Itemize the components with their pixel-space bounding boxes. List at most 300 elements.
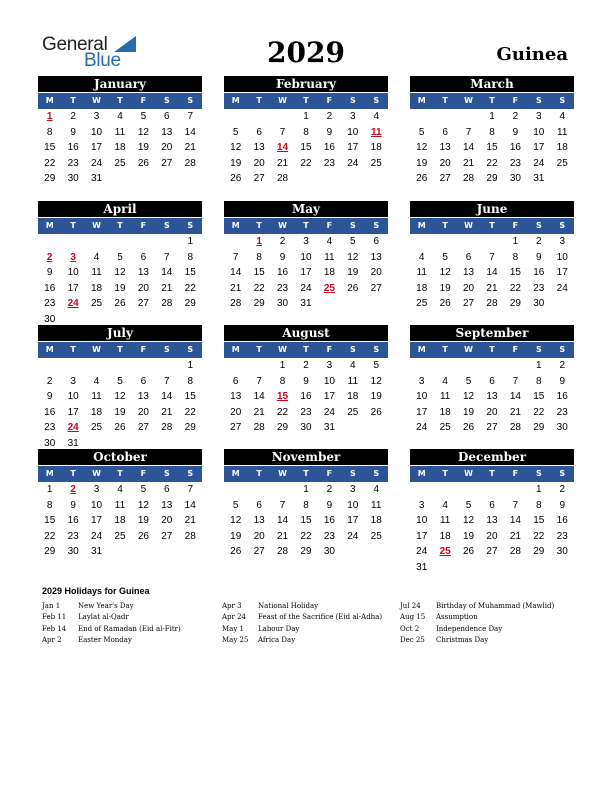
day-cell: 19 bbox=[347, 267, 359, 279]
day-cell: 2 bbox=[326, 484, 333, 495]
day-cell: 10 bbox=[67, 267, 79, 279]
weekday-header bbox=[224, 342, 388, 358]
holiday-date: Jan 1 bbox=[42, 602, 61, 610]
day-cell bbox=[480, 234, 503, 250]
day-cell: 3 bbox=[303, 236, 309, 247]
day-cell bbox=[457, 109, 480, 125]
day-cell: 6 bbox=[256, 499, 262, 511]
weekday-label: F bbox=[512, 221, 519, 230]
week-row bbox=[410, 498, 574, 514]
weekday-label: M bbox=[417, 345, 426, 354]
day-cell: 20 bbox=[161, 515, 173, 527]
day-cell: 1 bbox=[536, 360, 542, 371]
day-cell: 21 bbox=[184, 515, 196, 527]
day-cell bbox=[341, 420, 364, 436]
weekday-label: F bbox=[140, 221, 147, 230]
week-row bbox=[38, 389, 202, 405]
day-cell: 2 bbox=[536, 236, 542, 247]
day-cell bbox=[155, 171, 178, 187]
day-cell: 1 bbox=[512, 236, 519, 247]
week-row bbox=[38, 498, 202, 514]
weekday-label: T bbox=[303, 96, 309, 105]
day-cell: 15 bbox=[184, 267, 196, 279]
week-row bbox=[224, 529, 388, 545]
holiday-row bbox=[400, 612, 554, 623]
day-cell: 10 bbox=[347, 126, 359, 138]
holiday-name: Africa Day bbox=[258, 635, 296, 644]
weekday-label: S bbox=[373, 221, 380, 230]
weekday-label: F bbox=[326, 221, 333, 230]
day-cell: 3 bbox=[93, 111, 100, 122]
day-cell: 7 bbox=[279, 126, 286, 138]
day-cell: 14 bbox=[253, 391, 265, 403]
weekday-label: M bbox=[45, 345, 54, 354]
day-cell: 2 bbox=[559, 360, 566, 371]
day-cell: 13 bbox=[486, 515, 498, 527]
day-cell: 24 bbox=[323, 406, 335, 418]
day-cell: 19 bbox=[462, 530, 475, 542]
weekday-label: T bbox=[303, 345, 309, 354]
day-cell: 24 bbox=[533, 157, 545, 169]
day-cell bbox=[410, 482, 433, 498]
day-cell: 29 bbox=[184, 298, 196, 310]
day-cell: 19 bbox=[439, 282, 451, 294]
day-cell bbox=[457, 482, 480, 498]
week-row bbox=[410, 374, 574, 390]
day-cell bbox=[132, 234, 155, 250]
day-cell: 4 bbox=[326, 236, 333, 247]
day-cell: 5 bbox=[442, 251, 448, 263]
week-row bbox=[410, 109, 574, 125]
day-cell: 2 bbox=[70, 111, 76, 122]
weekday-label: S bbox=[535, 221, 542, 230]
day-cell: 5 bbox=[465, 375, 472, 387]
week-row bbox=[38, 281, 202, 297]
day-cell: 26 bbox=[462, 422, 475, 434]
day-cell: 11 bbox=[416, 267, 427, 279]
day-cell: 27 bbox=[161, 530, 173, 542]
weekday-label: T bbox=[256, 221, 262, 230]
day-cell: 26 bbox=[439, 298, 451, 310]
day-cell: 19 bbox=[230, 157, 242, 169]
day-cell: 21 bbox=[253, 406, 265, 418]
weekday-label: S bbox=[187, 345, 194, 354]
month-name: July bbox=[38, 325, 202, 341]
day-cell: 19 bbox=[137, 142, 149, 154]
weekday-label: S bbox=[163, 345, 170, 354]
weekday-label: T bbox=[117, 221, 123, 230]
day-cell: 23 bbox=[276, 282, 289, 294]
week-row bbox=[224, 171, 388, 187]
day-cell: 8 bbox=[46, 499, 53, 511]
day-cell: 28 bbox=[184, 530, 196, 542]
day-cell: 28 bbox=[184, 157, 196, 169]
day-cell: 21 bbox=[184, 142, 196, 154]
country-name: Guinea bbox=[496, 44, 568, 65]
month-name: May bbox=[224, 201, 388, 217]
day-cell: 17 bbox=[347, 515, 359, 527]
weekday-label: W bbox=[92, 221, 101, 230]
holiday-day-cell: 3 bbox=[70, 251, 76, 263]
month-block bbox=[410, 325, 574, 436]
day-cell: 15 bbox=[533, 515, 545, 527]
holiday-row bbox=[42, 635, 181, 646]
weekday-label: W bbox=[464, 96, 473, 105]
day-cell: 10 bbox=[556, 251, 568, 263]
day-cell: 23 bbox=[533, 282, 545, 294]
day-cell bbox=[551, 560, 574, 576]
day-cell: 12 bbox=[230, 142, 242, 154]
day-cell: 16 bbox=[44, 406, 56, 418]
day-cell: 2 bbox=[46, 375, 53, 387]
day-cell bbox=[365, 420, 388, 436]
week-row bbox=[410, 389, 574, 405]
day-cell: 28 bbox=[462, 173, 475, 185]
day-cell: 26 bbox=[370, 406, 382, 418]
day-cell: 15 bbox=[253, 267, 265, 279]
weekday-header bbox=[38, 342, 202, 358]
day-cell: 18 bbox=[323, 267, 335, 279]
day-cell: 17 bbox=[347, 142, 359, 154]
day-cell: 1 bbox=[46, 484, 53, 495]
day-cell: 4 bbox=[442, 375, 448, 387]
day-cell: 16 bbox=[509, 142, 521, 154]
day-cell: 27 bbox=[486, 422, 498, 434]
day-cell: 15 bbox=[300, 515, 312, 527]
week-row bbox=[224, 498, 388, 514]
day-cell: 8 bbox=[536, 375, 542, 387]
day-cell bbox=[108, 234, 131, 250]
holiday-date: Feb 11 bbox=[42, 613, 67, 622]
day-cell: 23 bbox=[556, 530, 568, 542]
weekday-header bbox=[224, 93, 388, 109]
day-cell bbox=[155, 358, 178, 374]
day-cell: 3 bbox=[326, 360, 333, 371]
weekday-label: S bbox=[535, 469, 542, 478]
day-cell: 13 bbox=[486, 391, 498, 403]
day-cell: 16 bbox=[300, 391, 312, 403]
holiday-day-cell: 2 bbox=[70, 484, 76, 495]
holiday-date: Aug 15 bbox=[400, 613, 426, 622]
weekday-label: S bbox=[163, 96, 170, 105]
week-row bbox=[224, 374, 388, 390]
day-cell bbox=[551, 171, 574, 187]
week-row bbox=[224, 234, 388, 250]
holiday-day-cell: 1 bbox=[46, 111, 53, 122]
day-cell: 22 bbox=[300, 530, 312, 542]
day-cell: 12 bbox=[230, 515, 242, 527]
day-cell: 7 bbox=[279, 499, 286, 511]
month-block bbox=[38, 325, 202, 452]
day-cell: 17 bbox=[556, 267, 568, 279]
weekday-label: W bbox=[92, 96, 101, 105]
day-cell: 4 bbox=[117, 111, 123, 122]
day-cell: 16 bbox=[276, 267, 289, 279]
weekday-label: F bbox=[512, 345, 519, 354]
day-cell: 21 bbox=[230, 282, 242, 294]
logo-text-general: General bbox=[42, 34, 108, 55]
day-cell: 29 bbox=[184, 422, 196, 434]
day-cell: 20 bbox=[253, 157, 265, 169]
day-cell bbox=[224, 234, 247, 250]
day-cell: 18 bbox=[556, 142, 568, 154]
day-cell: 26 bbox=[230, 546, 242, 558]
day-cell: 3 bbox=[350, 111, 356, 122]
day-cell bbox=[108, 358, 131, 374]
day-cell: 1 bbox=[303, 111, 309, 122]
day-cell: 4 bbox=[418, 251, 425, 263]
day-cell: 2 bbox=[303, 360, 309, 371]
day-cell: 15 bbox=[44, 515, 56, 527]
week-row bbox=[410, 529, 574, 545]
day-cell: 20 bbox=[486, 530, 498, 542]
day-cell: 1 bbox=[187, 360, 194, 371]
day-cell: 8 bbox=[187, 251, 194, 263]
day-cell: 2 bbox=[559, 484, 566, 495]
weekday-label: S bbox=[349, 469, 356, 478]
day-cell: 16 bbox=[556, 515, 568, 527]
week-row bbox=[224, 544, 388, 560]
day-cell bbox=[271, 482, 294, 498]
day-cell: 27 bbox=[137, 298, 149, 310]
day-cell: 10 bbox=[533, 126, 545, 138]
day-cell: 14 bbox=[276, 515, 289, 527]
holiday-name: Labour Day bbox=[258, 624, 300, 633]
day-cell: 19 bbox=[462, 406, 475, 418]
day-cell: 19 bbox=[114, 406, 126, 418]
day-cell: 20 bbox=[462, 282, 475, 294]
day-cell: 11 bbox=[114, 126, 126, 138]
day-cell: 25 bbox=[347, 406, 359, 418]
day-cell: 7 bbox=[164, 375, 170, 387]
weekday-header bbox=[410, 218, 574, 234]
day-cell: 6 bbox=[140, 251, 147, 263]
week-row bbox=[410, 405, 574, 421]
weekday-label: T bbox=[117, 96, 123, 105]
day-cell bbox=[132, 358, 155, 374]
day-cell: 5 bbox=[117, 251, 123, 263]
day-cell bbox=[410, 109, 433, 125]
week-row bbox=[38, 513, 202, 529]
day-cell: 4 bbox=[559, 111, 566, 122]
day-cell: 1 bbox=[279, 360, 286, 371]
weekday-label: F bbox=[512, 469, 519, 478]
holiday-row bbox=[400, 601, 554, 612]
day-cell: 23 bbox=[67, 530, 79, 542]
day-cell: 28 bbox=[276, 173, 289, 185]
day-cell: 30 bbox=[556, 422, 568, 434]
day-cell: 12 bbox=[347, 251, 359, 263]
weekday-label: W bbox=[278, 96, 287, 105]
week-row bbox=[410, 234, 574, 250]
day-cell: 1 bbox=[489, 111, 495, 122]
day-cell bbox=[433, 234, 456, 250]
day-cell: 2 bbox=[326, 111, 333, 122]
day-cell: 12 bbox=[462, 515, 475, 527]
day-cell bbox=[108, 171, 131, 187]
day-cell: 11 bbox=[347, 375, 359, 387]
day-cell: 25 bbox=[370, 157, 382, 169]
week-row bbox=[224, 296, 388, 312]
day-cell: 7 bbox=[164, 251, 170, 263]
day-cell: 16 bbox=[533, 267, 545, 279]
week-row bbox=[38, 140, 202, 156]
month-name: January bbox=[38, 76, 202, 92]
day-cell: 6 bbox=[373, 236, 380, 247]
week-row bbox=[224, 281, 388, 297]
day-cell: 22 bbox=[533, 530, 545, 542]
holiday-column bbox=[222, 601, 382, 646]
day-cell: 17 bbox=[416, 406, 428, 418]
day-cell: 18 bbox=[439, 406, 451, 418]
day-cell: 17 bbox=[67, 282, 79, 294]
weekday-label: S bbox=[559, 469, 566, 478]
day-cell: 26 bbox=[114, 422, 126, 434]
month-name: November bbox=[224, 449, 388, 465]
day-cell: 14 bbox=[230, 267, 242, 279]
day-cell bbox=[480, 482, 503, 498]
day-cell: 28 bbox=[161, 298, 173, 310]
weekday-label: S bbox=[559, 221, 566, 230]
day-cell: 9 bbox=[70, 499, 76, 511]
day-cell: 23 bbox=[509, 157, 521, 169]
week-row bbox=[224, 358, 388, 374]
holiday-date: May 25 bbox=[222, 635, 249, 644]
day-cell: 8 bbox=[489, 126, 495, 138]
day-cell: 25 bbox=[556, 157, 568, 169]
day-cell: 7 bbox=[512, 499, 519, 511]
day-cell: 30 bbox=[67, 173, 79, 185]
holiday-day-cell: 24 bbox=[67, 422, 79, 434]
day-cell: 31 bbox=[323, 422, 335, 434]
week-row bbox=[38, 482, 202, 498]
holiday-day-cell: 25 bbox=[323, 282, 335, 294]
day-cell: 7 bbox=[465, 126, 472, 138]
month-name: June bbox=[410, 201, 574, 217]
day-cell: 20 bbox=[370, 267, 382, 279]
weekday-label: W bbox=[464, 469, 473, 478]
day-cell: 11 bbox=[91, 267, 102, 279]
day-cell: 18 bbox=[347, 391, 359, 403]
day-cell: 16 bbox=[323, 142, 335, 154]
day-cell: 19 bbox=[137, 515, 149, 527]
day-cell bbox=[504, 560, 527, 576]
holiday-date: Jul 24 bbox=[400, 602, 421, 610]
day-cell: 5 bbox=[418, 126, 425, 138]
day-cell: 13 bbox=[230, 391, 242, 403]
day-cell: 8 bbox=[187, 375, 194, 387]
day-cell: 2 bbox=[279, 236, 286, 247]
day-cell: 13 bbox=[462, 267, 475, 279]
day-cell: 15 bbox=[486, 142, 498, 154]
day-cell: 3 bbox=[559, 236, 566, 247]
weekday-label: F bbox=[326, 96, 333, 105]
day-cell bbox=[527, 560, 550, 576]
day-cell: 23 bbox=[44, 422, 56, 434]
day-cell: 17 bbox=[67, 406, 79, 418]
day-cell: 13 bbox=[137, 391, 149, 403]
day-cell: 13 bbox=[137, 267, 149, 279]
weekday-label: M bbox=[417, 469, 426, 478]
day-cell: 28 bbox=[161, 422, 173, 434]
day-cell: 10 bbox=[90, 126, 103, 138]
day-cell: 15 bbox=[509, 267, 521, 279]
week-row bbox=[410, 358, 574, 374]
weekday-label: T bbox=[303, 221, 309, 230]
day-cell bbox=[132, 544, 155, 560]
week-row bbox=[38, 109, 202, 125]
day-cell: 16 bbox=[44, 282, 56, 294]
month-name: August bbox=[224, 325, 388, 341]
day-cell: 13 bbox=[439, 142, 451, 154]
day-cell bbox=[433, 482, 456, 498]
day-cell: 16 bbox=[67, 142, 79, 154]
day-cell: 8 bbox=[536, 499, 542, 511]
day-cell: 20 bbox=[137, 282, 149, 294]
day-cell: 6 bbox=[256, 126, 262, 138]
month-block bbox=[410, 201, 574, 312]
day-cell: 6 bbox=[164, 111, 170, 122]
day-cell: 9 bbox=[512, 126, 519, 138]
holiday-day-cell: 25 bbox=[439, 546, 451, 558]
day-cell: 21 bbox=[276, 530, 289, 542]
week-row bbox=[410, 171, 574, 187]
day-cell: 7 bbox=[489, 251, 495, 263]
day-cell: 17 bbox=[90, 515, 103, 527]
week-row bbox=[224, 513, 388, 529]
day-cell: 24 bbox=[556, 282, 568, 294]
weekday-label: S bbox=[349, 345, 356, 354]
day-cell: 14 bbox=[509, 391, 521, 403]
weekday-label: W bbox=[92, 469, 101, 478]
day-cell: 7 bbox=[232, 251, 239, 263]
holiday-name: Christmas Day bbox=[436, 635, 489, 644]
day-cell: 12 bbox=[439, 267, 451, 279]
month-block bbox=[410, 76, 574, 187]
day-cell: 22 bbox=[276, 406, 289, 418]
week-row bbox=[38, 125, 202, 141]
day-cell bbox=[132, 171, 155, 187]
day-cell: 24 bbox=[416, 546, 428, 558]
day-cell: 5 bbox=[232, 499, 239, 511]
day-cell: 5 bbox=[465, 499, 472, 511]
day-cell bbox=[155, 544, 178, 560]
day-cell: 7 bbox=[512, 375, 519, 387]
week-row bbox=[38, 358, 202, 374]
day-cell: 5 bbox=[117, 375, 123, 387]
day-cell: 14 bbox=[486, 267, 498, 279]
day-cell: 21 bbox=[509, 530, 521, 542]
day-cell bbox=[224, 109, 247, 125]
weekday-label: T bbox=[442, 469, 448, 478]
day-cell: 23 bbox=[323, 530, 335, 542]
holiday-name: End of Ramadan (Eid al-Fitr) bbox=[78, 624, 181, 633]
day-cell: 29 bbox=[509, 298, 521, 310]
holiday-row bbox=[222, 612, 382, 623]
day-cell: 31 bbox=[90, 546, 103, 558]
day-cell: 9 bbox=[559, 499, 566, 511]
week-row bbox=[224, 125, 388, 141]
day-cell: 29 bbox=[276, 422, 289, 434]
day-cell bbox=[155, 234, 178, 250]
day-cell bbox=[224, 482, 247, 498]
day-cell: 18 bbox=[90, 406, 103, 418]
day-cell: 8 bbox=[512, 251, 519, 263]
day-cell: 28 bbox=[276, 546, 289, 558]
day-cell: 22 bbox=[44, 530, 56, 542]
holiday-name: Independence Day bbox=[436, 624, 503, 633]
day-cell: 18 bbox=[439, 530, 451, 542]
